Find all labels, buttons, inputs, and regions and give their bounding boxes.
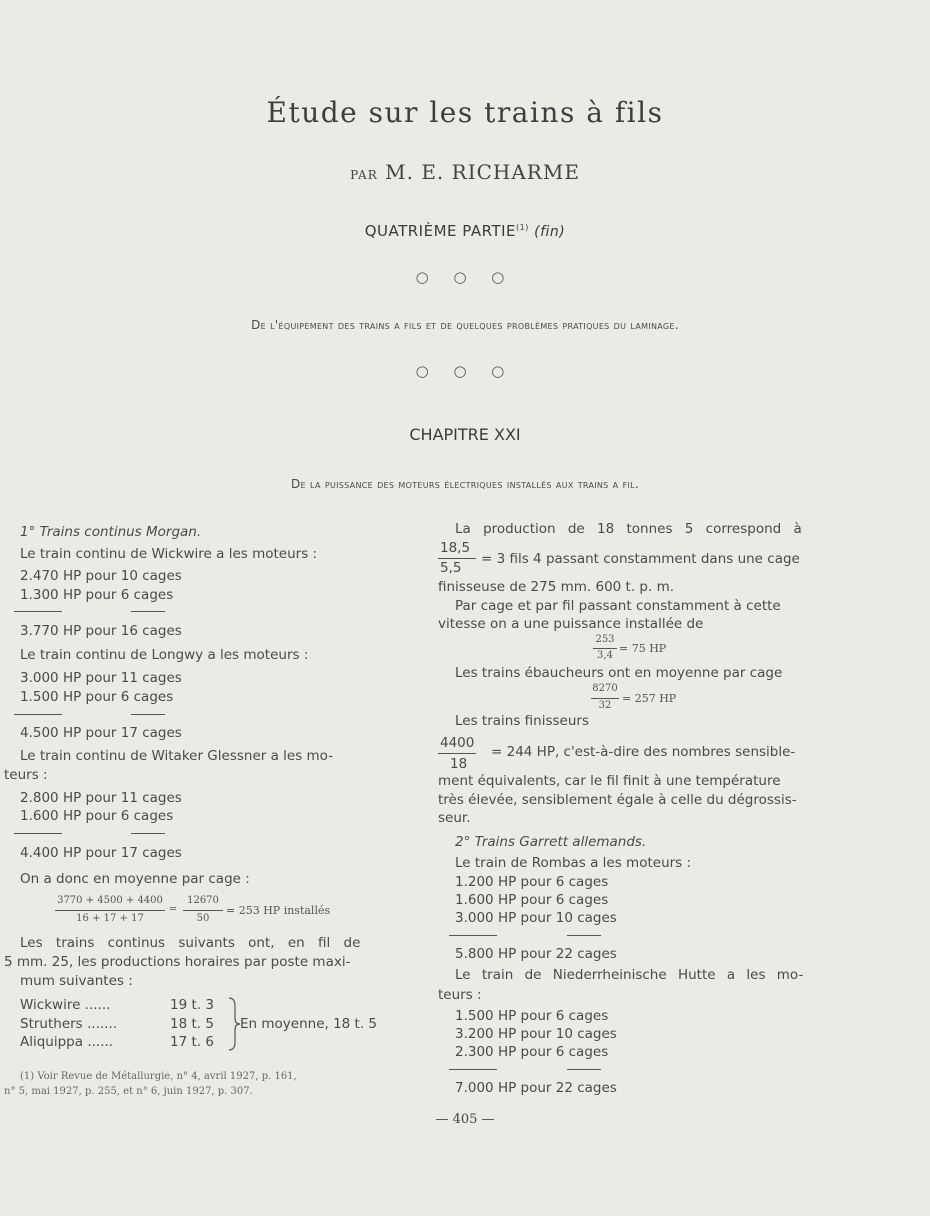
- right-paragraph: Les trains ébaucheurs ont en moyenne par cage: [455, 665, 783, 681]
- right-paragraph: Les trains finisseurs: [455, 713, 589, 729]
- production-value: 17 t. 6: [170, 1034, 214, 1050]
- longwy-row: 3.000 HP pour 11 cages: [20, 670, 182, 686]
- production-value: 18 t. 5: [170, 1016, 214, 1032]
- production-name: Struthers .......: [20, 1016, 118, 1032]
- chapter-subtitle: De la puissance des moteurs électriques installés aux trains a fil.: [291, 477, 639, 491]
- fraction-bar: [591, 698, 619, 699]
- wickwire-intro: Le train continu de Wickwire a les moteurs :: [20, 546, 318, 562]
- part-fin: (fin): [534, 224, 566, 240]
- fraction-bar: [55, 910, 165, 911]
- sum-rule: [567, 1069, 601, 1070]
- author-prefix: PAR: [350, 168, 378, 182]
- ornament-top: ○ ○ ○: [415, 268, 515, 286]
- production-name: Aliquippa ......: [20, 1034, 114, 1050]
- right-paragraph: seur.: [438, 810, 471, 826]
- fraction-numerator: 4400: [440, 735, 475, 751]
- right-paragraph: = 3 fils 4 passant constamment dans une cage: [481, 551, 800, 567]
- footnote: (1) Voir Revue de Métallurgie, n° 4, avril 1927, p. 161,: [20, 1071, 297, 1082]
- production-text: 5 mm. 25, les productions horaires par poste maxi-: [4, 954, 351, 970]
- production-average: En moyenne, 18 t. 5: [240, 1016, 378, 1032]
- wickwire-row: 2.470 HP pour 10 cages: [20, 568, 182, 584]
- production-text: mum suivantes :: [20, 973, 133, 989]
- longwy-row: 1.500 HP pour 6 cages: [20, 689, 174, 705]
- fraction-result: = 75 HP: [619, 642, 667, 655]
- sum-rule: [131, 714, 165, 715]
- right-paragraph: finisseuse de 275 mm. 600 t. p. m.: [438, 579, 675, 595]
- rombas-total: 5.800 HP pour 22 cages: [455, 946, 617, 962]
- sum-rule: [567, 935, 601, 936]
- author-line: [0, 160, 930, 184]
- formula-numerator: 3770 + 4500 + 4400: [57, 895, 163, 906]
- fraction-denominator: 3,4: [597, 650, 613, 661]
- fraction-denominator: 18: [450, 756, 468, 772]
- niederr-intro-cont: teurs :: [438, 987, 482, 1003]
- production-text: Les trains continus suivants ont, en fil de: [20, 935, 361, 951]
- niederr-row: 3.200 HP pour 10 cages: [455, 1026, 617, 1042]
- chapter-title: CHAPITRE XXI: [409, 425, 521, 444]
- right-paragraph: ment équivalents, car le fil finit à une température: [438, 773, 781, 789]
- formula-denominator: 50: [196, 913, 210, 924]
- formula-result: = 253 HP installés: [226, 904, 331, 917]
- fraction-bar: [593, 648, 617, 649]
- average-intro: On a donc en moyenne par cage :: [20, 871, 250, 887]
- formula-equals: =: [168, 904, 178, 915]
- fraction-bar: [438, 753, 476, 754]
- witaker-total: 4.400 HP pour 17 cages: [20, 845, 182, 861]
- production-value: 19 t. 3: [170, 997, 214, 1013]
- niederr-row: 2.300 HP pour 6 cages: [455, 1044, 609, 1060]
- fraction-numerator: 8270: [592, 683, 618, 694]
- formula-denominator: 16 + 17 + 17: [76, 913, 144, 924]
- right-paragraph: = 244 HP, c'est-à-dire des nombres sensible-: [491, 744, 796, 760]
- sum-rule: [131, 611, 165, 612]
- niederr-row: 1.500 HP pour 6 cages: [455, 1008, 609, 1024]
- formula-numerator: 12670: [187, 895, 219, 906]
- footnote-cont: n° 5, mai 1927, p. 255, et n° 6, juin 1927, p. 307.: [4, 1086, 253, 1097]
- section-subtitle: De l'équipement des trains a fils et de quelques problèmes pratiques du laminage.: [251, 318, 679, 332]
- witaker-intro: Le train continu de Witaker Glessner a les mo-: [20, 748, 334, 764]
- author-name: M. E. RICHARME: [385, 160, 580, 184]
- wickwire-row: 1.300 HP pour 6 cages: [20, 587, 174, 603]
- witaker-row: 1.600 HP pour 6 cages: [20, 808, 174, 824]
- part-label: QUATRIÈME PARTIE: [364, 222, 517, 240]
- fraction-numerator: 253: [595, 634, 615, 645]
- fraction-denominator: 32: [598, 700, 612, 711]
- longwy-intro: Le train continu de Longwy a les moteurs :: [20, 647, 309, 663]
- right-heading-garrett: 2° Trains Garrett allemands.: [455, 834, 647, 850]
- witaker-intro-cont: teurs :: [4, 767, 48, 783]
- fraction-denominator: 5,5: [440, 560, 462, 576]
- rombas-row: 1.600 HP pour 6 cages: [455, 892, 609, 908]
- witaker-row: 2.800 HP pour 11 cages: [20, 790, 182, 806]
- niederr-intro: Le train de Niederrheinische Hutte a les mo-: [455, 967, 804, 983]
- part-note: (1): [516, 223, 529, 232]
- sum-rule: [14, 611, 62, 612]
- rombas-row: 3.000 HP pour 10 cages: [455, 910, 617, 926]
- sum-rule: [14, 833, 62, 834]
- sum-rule: [449, 935, 497, 936]
- fraction-bar: [438, 558, 476, 559]
- sum-rule: [14, 714, 62, 715]
- part-heading: [0, 222, 930, 240]
- fraction-bar: [183, 910, 223, 911]
- left-heading-morgan: 1° Trains continus Morgan.: [20, 524, 202, 540]
- right-paragraph: La production de 18 tonnes 5 correspond à: [455, 521, 802, 537]
- production-name: Wickwire ......: [20, 997, 111, 1013]
- sum-rule: [131, 833, 165, 834]
- right-paragraph: vitesse on a une puissance installée de: [438, 616, 704, 632]
- fraction-numerator: 18,5: [440, 540, 471, 556]
- right-paragraph: très élevée, sensiblement égale à celle du dégrossis-: [438, 792, 797, 808]
- wickwire-total: 3.770 HP pour 16 cages: [20, 623, 182, 639]
- ornament-middle: ○ ○ ○: [415, 362, 515, 380]
- niederr-total: 7.000 HP pour 22 cages: [455, 1080, 617, 1096]
- page-number: — 405 —: [435, 1112, 495, 1127]
- rombas-intro: Le train de Rombas a les moteurs :: [455, 855, 692, 871]
- page-title: Étude sur les trains à fils: [266, 96, 664, 129]
- right-paragraph: Par cage et par fil passant constamment à cette: [455, 598, 781, 614]
- longwy-total: 4.500 HP pour 17 cages: [20, 725, 182, 741]
- fraction-result: = 257 HP: [622, 692, 677, 705]
- sum-rule: [449, 1069, 497, 1070]
- rombas-row: 1.200 HP pour 6 cages: [455, 874, 609, 890]
